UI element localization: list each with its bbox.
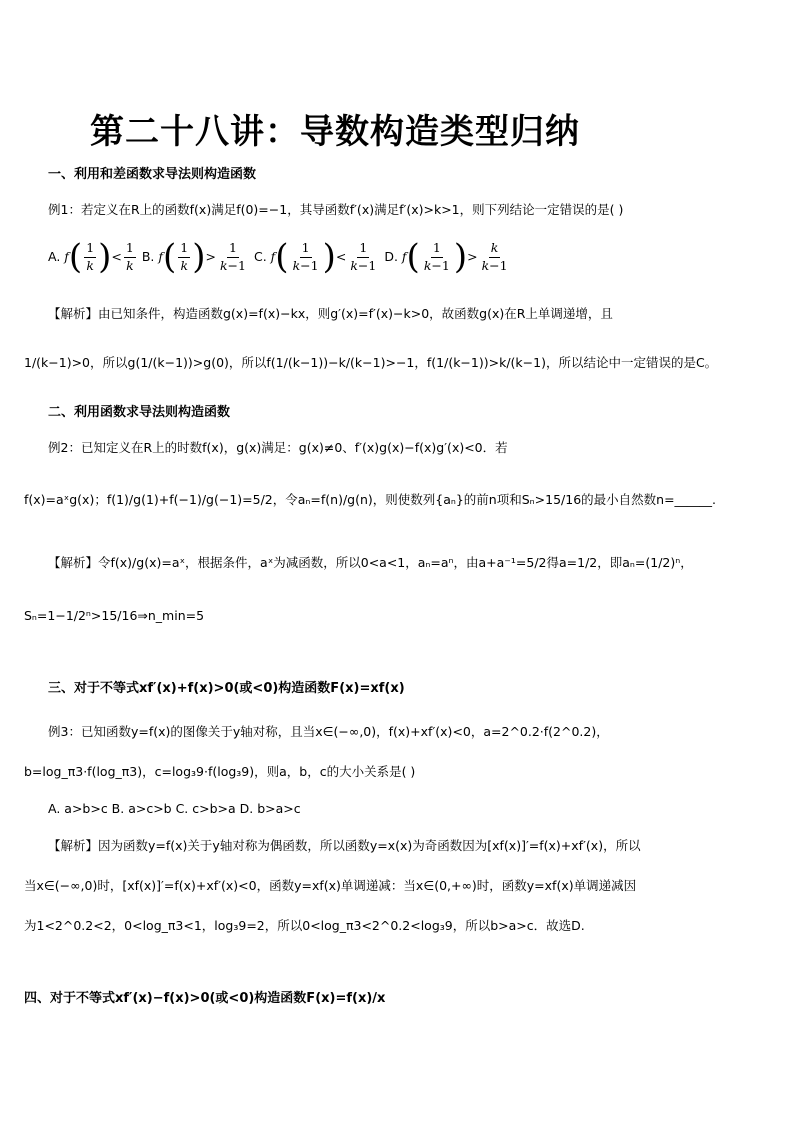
example-2-analysis-1: 【解析】令f(x)/g(x)=aˣ，根据条件，aˣ为减函数，所以0<a<1，aₙ=aⁿ，由a+a⁻¹=5/2得a=1/2，即aₙ=(1/2)ⁿ，: [48, 555, 693, 570]
section-3-heading: 三、对于不等式xf′(x)+f(x)>0(或<0)构造函数F(x)=xf(x): [48, 681, 405, 696]
example-1-options: A. f( $\frac{1}{k}$ )< $\frac{1}{k}$ B. f( $\frac{1}{k}$ )> $\frac{1}{k-1}$ C. f( $\frac{1}{k-1}$ )< $\frac{1}{k-1}$ D. f( $\frac{1}{k-1}$ )> $\frac{k}{k-1}$: [48, 237, 508, 277]
example-3-analysis-2: 当x∈(−∞,0)时，[xf(x)]′=f(x)+xf′(x)<0，函数y=xf(x)单调递减：当x∈(0,+∞)时，函数y=xf(x)单调递减因: [24, 878, 637, 893]
example-2-question: 例2：已知定义在R上的时数f(x)，g(x)满足：g(x)≠0、f′(x)g(x)−f(x)g′(x)<0．若: [48, 440, 508, 455]
example-2-line-2: f(x)=aˣg(x)；f(1)/g(1)+f(−1)/g(−1)=5/2，令aₙ=f(n)/g(n)，则使数列{aₙ}的前n项和Sₙ>15/16的最小自然数n=______.: [24, 492, 717, 507]
example-3-analysis-3: 为1<2^0.2<2，0<log_π3<1，log₃9=2，所以0<log_π3<2^0.2<log₃9，所以b>a>c．故选D.: [24, 918, 585, 933]
example-1-analysis-1: 【解析】由已知条件，构造函数g(x)=f(x)−kx，则g′(x)=f′(x)−k>0，故函数g(x)在R上单调递增，且: [48, 306, 613, 321]
example-1-question: [48, 204, 623, 217]
page-title: 第二十八讲：导数构造类型归纳: [90, 112, 580, 152]
section-4-heading: 四、对于不等式xf′(x)−f(x)>0(或<0)构造函数F(x)=f(x)/x: [24, 991, 386, 1006]
example-3-analysis-1: 【解析】因为函数y=f(x)关于y轴对称为偶函数，所以函数y=x(x)为奇函数因为[xf(x)]′=f(x)+xf′(x)，所以: [48, 838, 641, 853]
example-3-question-1: 例3：已知函数y=f(x)的图像关于y轴对称，且当x∈(−∞,0)，f(x)+xf′(x)<0，a=2^0.2·f(2^0.2)，: [48, 724, 609, 739]
example-1-analysis-2: 1/(k−1)>0，所以g(1/(k−1))>g(0)，所以f(1/(k−1))−k/(k−1)>−1，f(1/(k−1))>k/(k−1)，所以结论中一定错误的是C。: [24, 355, 718, 370]
example-3-options: A. a>b>c B. a>c>b C. c>b>a D. b>a>c: [48, 801, 301, 816]
section-2-heading: 二、利用函数求导法则构造函数: [48, 405, 231, 420]
example-3-question-2: b=log_π3·f(log_π3)，c=log₃9·f(log₃9)，则a，b，c的大小关系是( ): [24, 764, 416, 779]
section-1-heading: 一、利用和差函数求导法则构造函数: [48, 167, 257, 182]
example-1-text: 例1：若定义在R上的函数f(x)满足f(0)=−1，其导函数f′(x)满足f′(x)>k>1，则下列结论一定错误的是( ): [48, 202, 624, 217]
example-2-analysis-2: Sₙ=1−1/2ⁿ>15/16⇒n_min=5: [24, 608, 205, 623]
